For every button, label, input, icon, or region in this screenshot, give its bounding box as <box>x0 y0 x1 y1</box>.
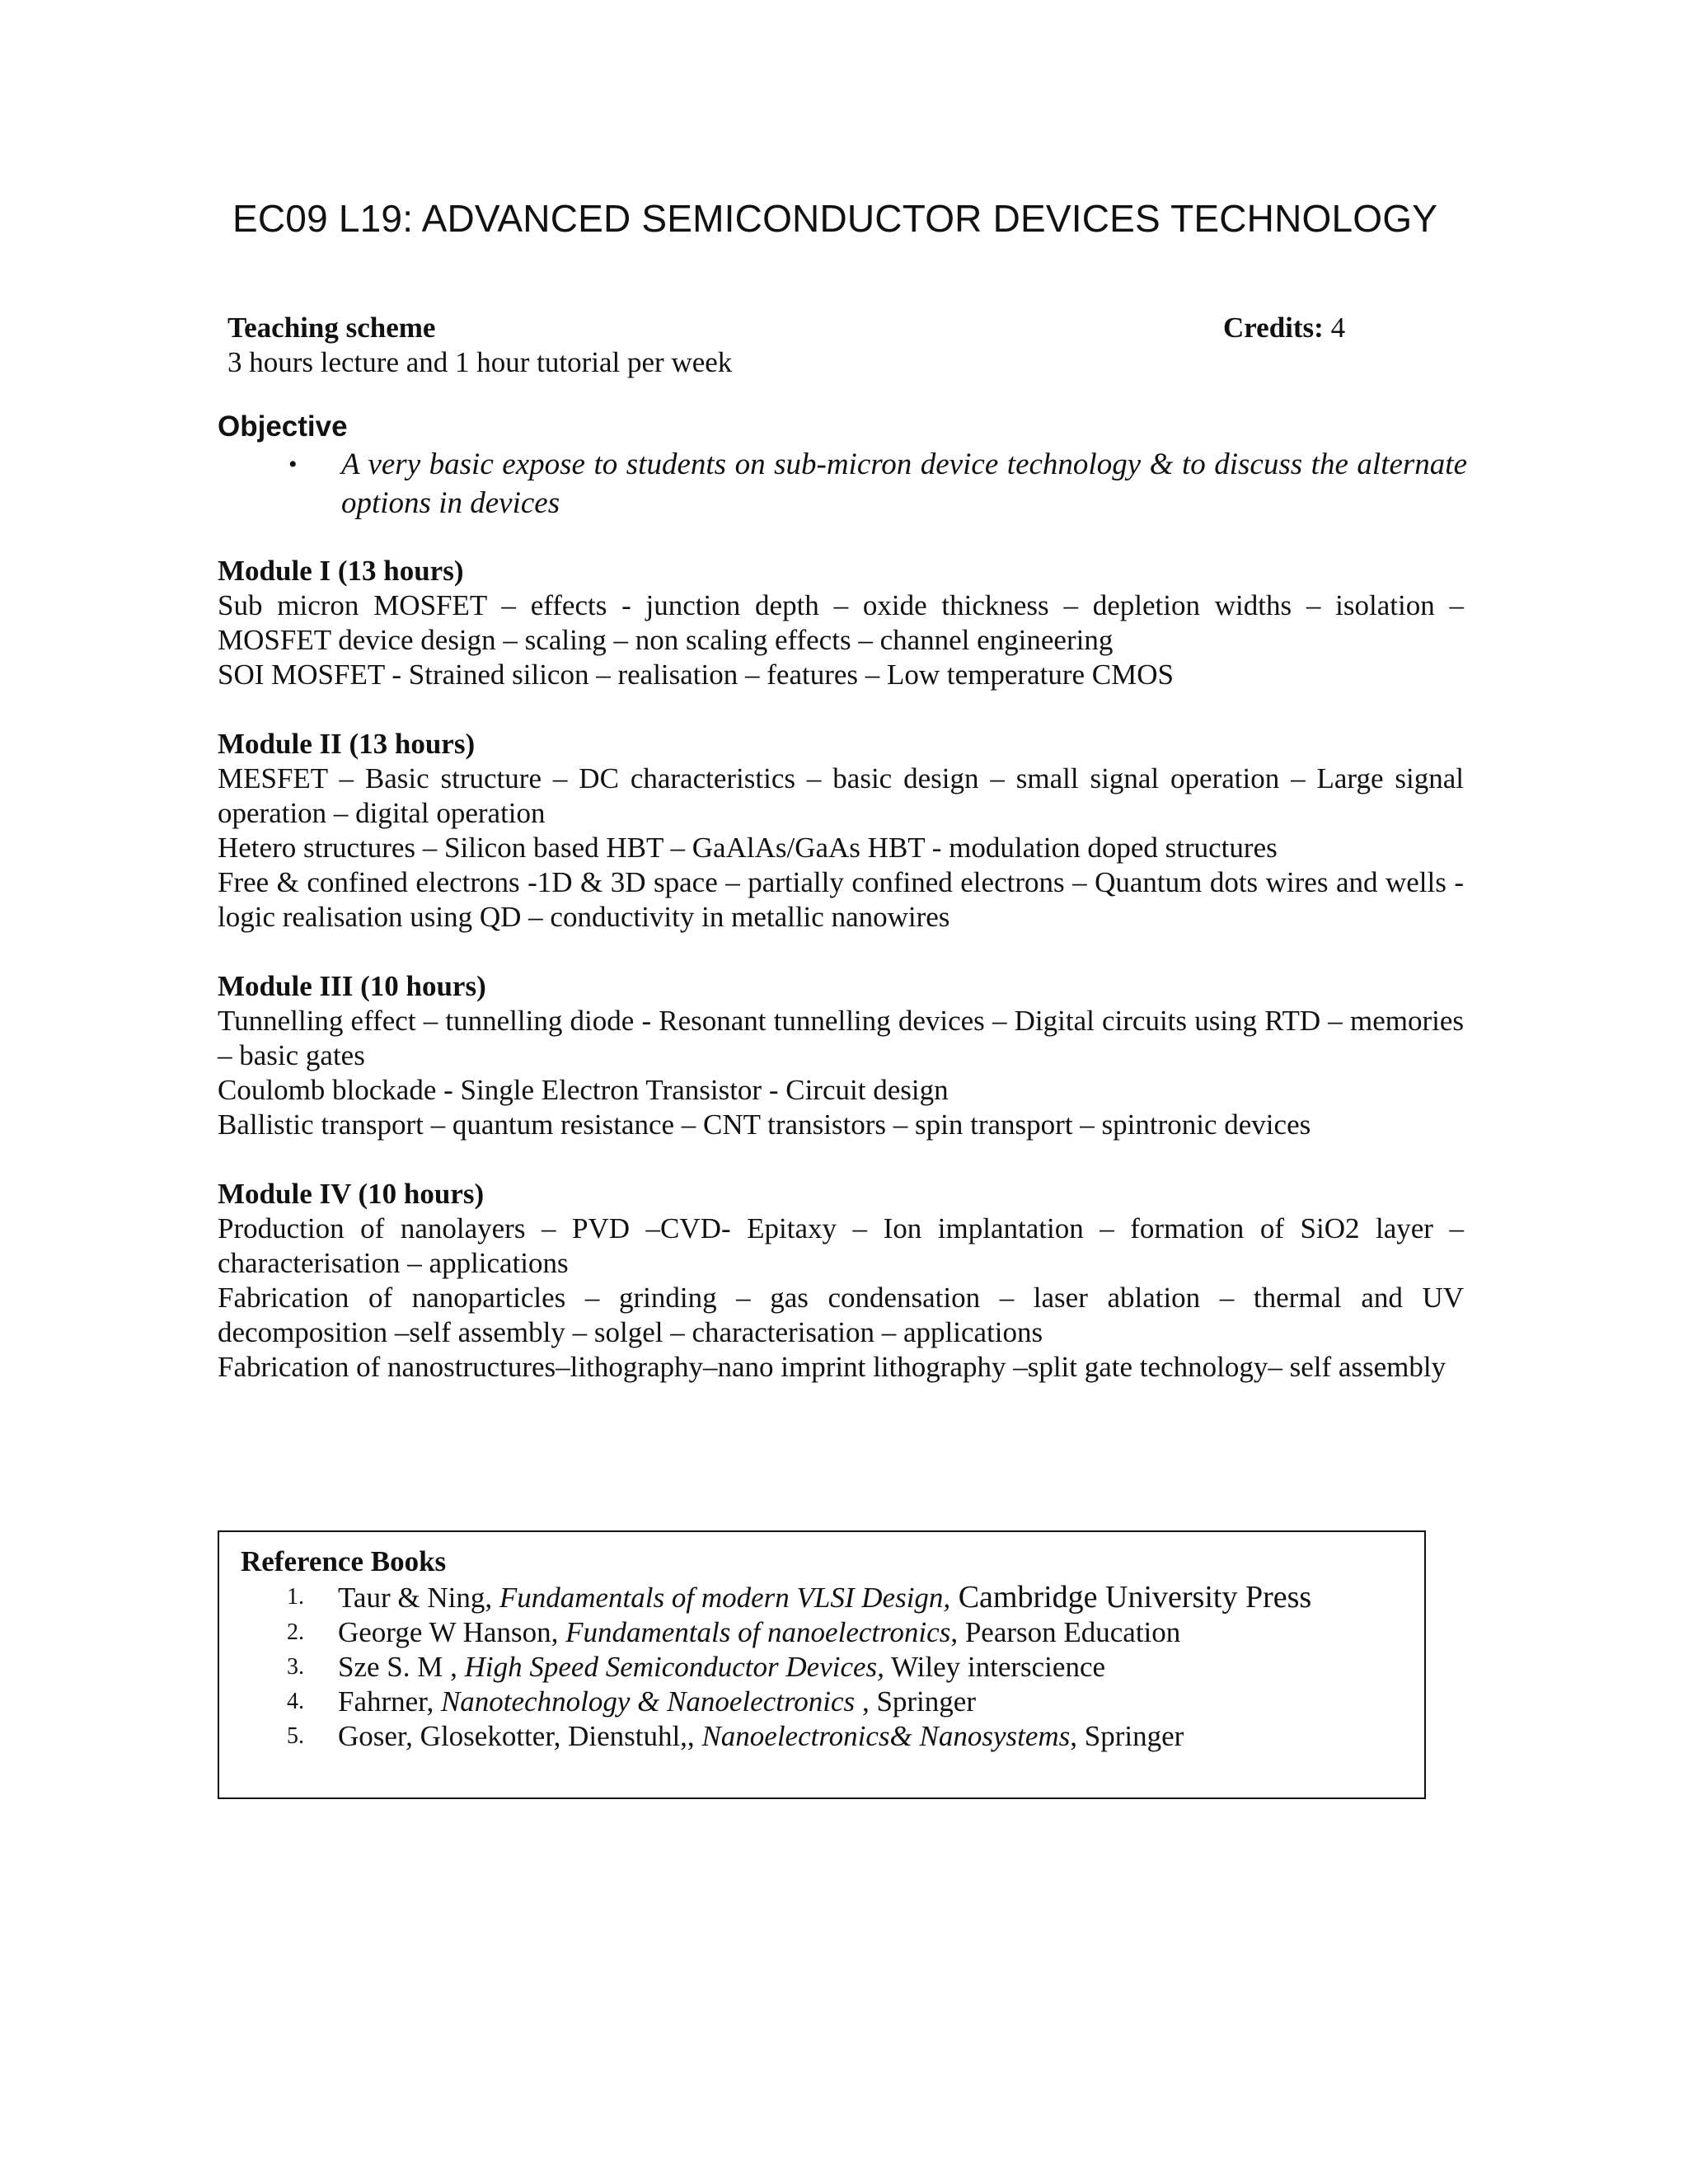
objective-list <box>288 445 1467 523</box>
module-line: SOI MOSFET - Strained silicon – realisation – features – Low temperature CMOS <box>218 658 1174 691</box>
teaching-scheme-detail: 3 hours lecture and 1 hour tutorial per week <box>227 346 733 378</box>
reference-text <box>338 1719 1184 1754</box>
reference-authors: George W Hanson <box>338 1616 551 1648</box>
credits <box>1223 312 1345 344</box>
reference-publisher: , Springer <box>855 1685 976 1718</box>
module-line: Fabrication of nanoparticles – grinding – gas condensation – laser ablation – thermal and UV decomposition –self assembly – solgel – characterisation – applications <box>218 1282 1464 1348</box>
reference-number: 4. <box>287 1689 304 1714</box>
reference-text <box>338 1615 1180 1650</box>
module-line: Production of nanolayers – PVD –CVD- Epitaxy – Ion implantation – formation of SiO2 layer – characterisation – applications <box>218 1212 1464 1279</box>
module-1 <box>218 554 1464 692</box>
module-2 <box>218 727 1464 935</box>
module-3 <box>218 969 1464 1142</box>
reference-authors: Sze S. M , <box>338 1651 465 1683</box>
objective-heading: Objective <box>218 410 348 443</box>
reference-books-heading: Reference Books <box>241 1545 447 1577</box>
objective-item <box>288 445 1467 523</box>
reference-number: 5. <box>287 1723 304 1749</box>
page-title: EC09 L19: ADVANCED SEMICONDUCTOR DEVICES TECHNOLOGY <box>232 197 1438 240</box>
reference-publisher: , Springer <box>1070 1720 1184 1752</box>
module-line: Sub micron MOSFET – effects - junction depth – oxide thickness – depletion widths – isolation – MOSFET device design – scaling – non scaling effects – channel engineering <box>218 589 1464 656</box>
credits-label: Credits: <box>1223 312 1324 344</box>
reference-title: Nanoelectronics& Nanosystems <box>701 1720 1071 1752</box>
teaching-scheme-label: Teaching scheme <box>227 312 436 344</box>
reference-text <box>338 1685 976 1719</box>
module-4 <box>218 1177 1464 1385</box>
reference-list <box>287 1580 1311 1754</box>
reference-title: , Fundamentals of nanoelectronics <box>551 1616 951 1648</box>
module-line: MESFET – Basic structure – DC characteristics – basic design – small signal operation – Large signal operation – digital operation <box>218 762 1464 829</box>
module-line: Tunnelling effect – tunnelling diode - Resonant tunnelling devices – Digital circuits using RTD – memories – basic gates <box>218 1005 1464 1071</box>
reference-authors: Taur & Ning, <box>338 1582 499 1614</box>
module-heading: Module III (10 hours) <box>218 970 486 1002</box>
reference-publisher: , Pearson Education <box>950 1616 1181 1648</box>
reference-text <box>338 1650 1105 1685</box>
module-line: Ballistic transport – quantum resistance – CNT transistors – spin transport – spintronic devices <box>218 1108 1311 1141</box>
reference-title: High Speed Semiconductor Devices, <box>464 1651 884 1683</box>
reference-title: Nanotechnology & Nanoelectronics <box>440 1685 856 1718</box>
module-heading: Module IV (10 hours) <box>218 1178 485 1210</box>
module-heading: Module II (13 hours) <box>218 728 476 760</box>
reference-item <box>287 1650 1311 1685</box>
bullet-icon: • <box>288 451 298 478</box>
reference-title: Fundamentals of modern VLSI Design, <box>499 1582 951 1614</box>
reference-publisher: Wiley interscience <box>884 1651 1106 1683</box>
module-line: Hetero structures – Silicon based HBT – GaAlAs/GaAs HBT - modulation doped structures <box>218 832 1278 864</box>
reference-publisher: Cambridge University Press <box>950 1580 1312 1615</box>
objective-text: A very basic expose to students on sub-micron device technology & to discuss the alternate options in devices <box>341 448 1467 520</box>
reference-number: 1. <box>287 1584 304 1610</box>
module-heading: Module I (13 hours) <box>218 555 464 587</box>
reference-item <box>287 1615 1311 1650</box>
reference-text <box>338 1580 1311 1615</box>
reference-number: 3. <box>287 1654 304 1680</box>
reference-item <box>287 1685 1311 1719</box>
credits-value: 4 <box>1330 312 1346 344</box>
module-line: Free & confined electrons -1D & 3D space – partially confined electrons – Quantum dots wires and wells - logic realisation using QD – conductivity in metallic nanowires <box>218 866 1464 933</box>
reference-authors: Fahrner, <box>338 1685 441 1718</box>
reference-item <box>287 1580 1311 1615</box>
reference-authors: Goser, Glosekotter, Dienstuhl,, <box>338 1720 702 1752</box>
reference-books-box <box>218 1530 1426 1799</box>
reference-number: 2. <box>287 1619 304 1645</box>
module-line: Fabrication of nanostructures–lithography–nano imprint lithography –split gate technology– self assembly <box>218 1351 1447 1383</box>
reference-item <box>287 1719 1311 1754</box>
module-line: Coulomb blockade - Single Electron Transistor - Circuit design <box>218 1074 949 1106</box>
